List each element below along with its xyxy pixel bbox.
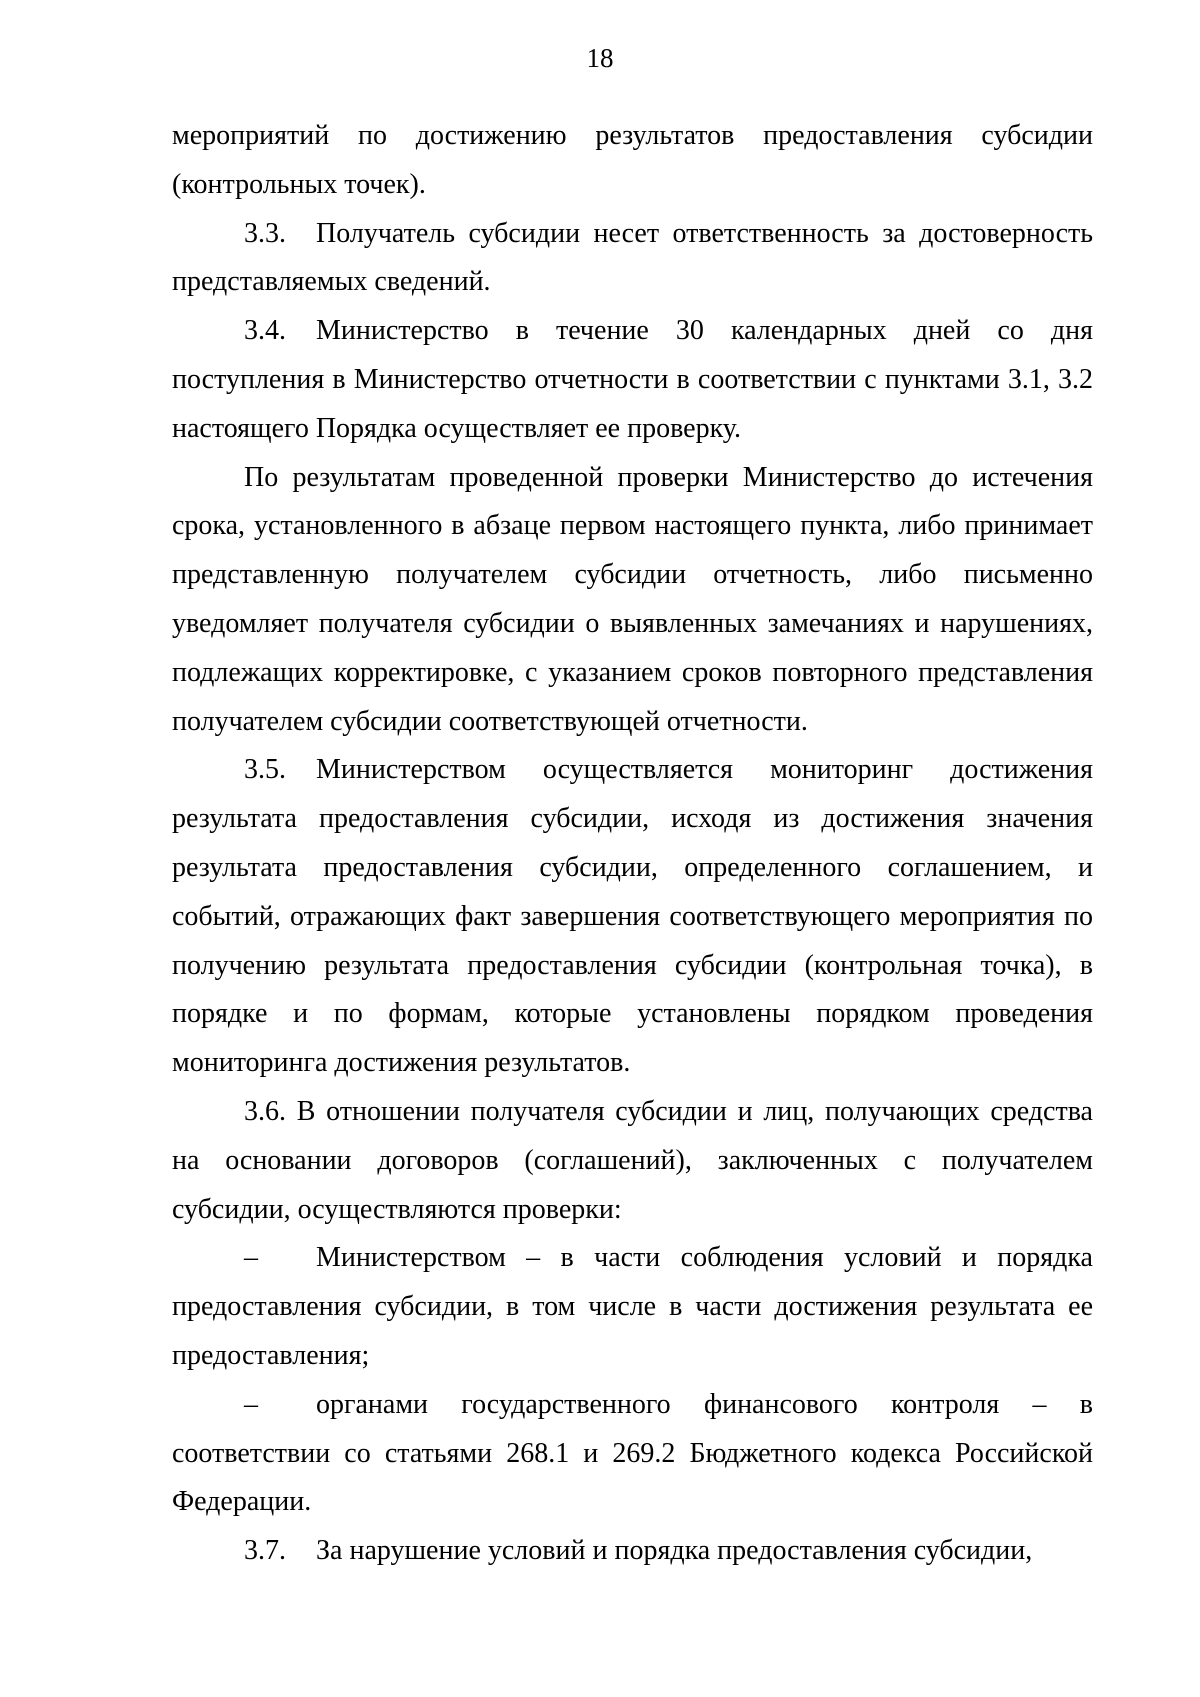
clause-number: 3.7.: [244, 1535, 286, 1567]
document-body: [172, 112, 1093, 1576]
list-item-text: органами государственного финансового контроля – в соответствии со статьями 268.1 и 269.2 Бюджетного кодекса Российской Федерации.: [172, 1388, 1093, 1518]
list-item-ministry: [172, 1234, 1093, 1380]
clause-number: 3.5.: [244, 754, 286, 786]
clause-text: За нарушение условий и порядка предоставления субсидии,: [316, 1535, 1033, 1567]
clause-number: 3.4.: [244, 315, 286, 347]
paragraph-3-6: 3.6. В отношении получателя субсидии и лиц, получающих средства на основании договоров (соглашений), заключенных с получателем субсидии, осуществляются проверки:: [172, 1095, 1093, 1225]
page-number: 18: [586, 43, 614, 73]
list-dash: –: [244, 1388, 258, 1420]
list-item-control-bodies: [172, 1381, 1093, 1527]
list-dash: –: [244, 1242, 258, 1274]
paragraph-3-4: [172, 307, 1093, 453]
clause-text: Получатель субсидии несет ответственность за достоверность представляемых сведений.: [172, 217, 1093, 298]
paragraph-3-3: [172, 210, 1093, 308]
paragraph-3-5: [172, 746, 1093, 1088]
clause-text: Министерство в течение 30 календарных дней со дня поступления в Министерство отчетности в соответствии с пунктами 3.1, 3.2 настоящего Порядка осуществляет ее проверку.: [172, 315, 1093, 444]
clause-text: Министерством осуществляется мониторинг достижения результата предоставления субсидии, исходя из достижения значения результата предоставления субсидии, определенного соглашением, и событий, отражающих факт завершения соответствующего мероприятия по получению результата предоставления субсидии (контрольная точка), в порядке и по формам, которые установлены порядком проведения мониторинга достижения результатов.: [172, 754, 1093, 1079]
list-item-text: Министерством – в части соблюдения условий и порядка предоставления субсидии, в том числе в части достижения результата ее предоставления;: [172, 1242, 1093, 1371]
paragraph-3-7: [172, 1527, 1093, 1576]
paragraph-continuation: мероприятий по достижению результатов предоставления субсидии (контрольных точек).: [172, 120, 1093, 200]
clause-number: 3.3.: [244, 217, 286, 249]
paragraph-3-4-second: По результатам проведенной проверки Министерство до истечения срока, установленного в абзаце первом настоящего пункта, либо принимает представленную получателем субсидии отчетность, либо письменно уведомляет получателя субсидии о выявленных замечаниях и нарушениях, подлежащих корректировке, с указанием сроков повторного представления получателем субсидии соответствующей отчетности.: [172, 461, 1093, 737]
